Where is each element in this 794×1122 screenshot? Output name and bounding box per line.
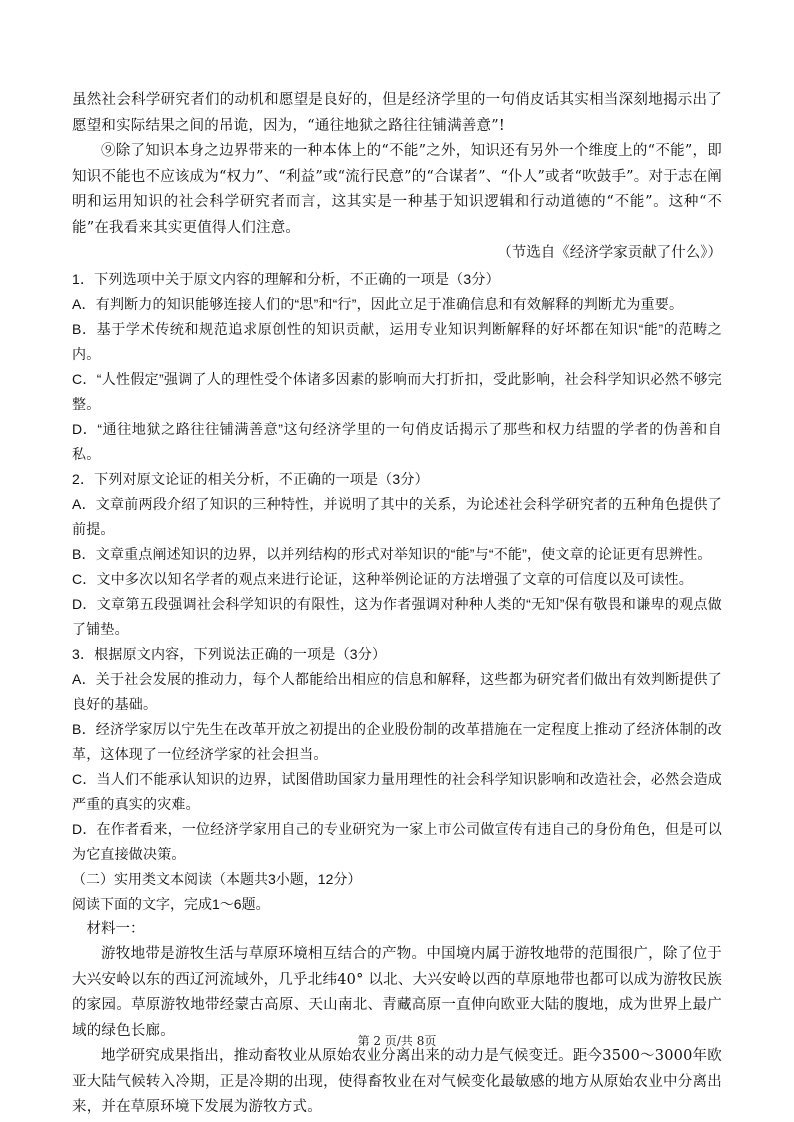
option-b: B．经济学家厉以宁先生在改革开放之初提出的企业股份制的改革措施在一定程度上推动了经济体制的改革，这体现了一位经济学家的社会担当。	[72, 720, 722, 762]
option-b: B．基于学术传统和规范追求原创性的知识贡献，运用专业知识判断解释的好坏都在知识“能”的范畴之内。	[72, 320, 722, 362]
option-c: C．当人们不能承认知识的边界，试图借助国家力量用理性的社会科学知识影响和改造社会，必然会造成严重的真实的灾难。	[72, 770, 722, 812]
option-d: D．文章第五段强调社会科学知识的有限性，这为作者强调对种种人类的“无知”保有敬畏和谦卑的观点做了铺垫。	[72, 595, 722, 637]
question-stem: 2．下列对原文论证的相关分析，不正确的一项是（3分）	[72, 470, 429, 487]
question-stem: 3．根据原文内容，下列说法正确的一项是（3分）	[72, 645, 387, 662]
option-d: D．“通往地狱之路往往铺满善意”这句经济学里的一句俏皮话揭示了那些和权力结盟的学者的伪善和自私。	[72, 420, 722, 462]
option-d: D．在作者看来，一位经济学家用自己的专业研究为一家上市公司做宣传有违自己的身份角色，但是可以为它直接做决策。	[72, 820, 722, 862]
question-2	[72, 467, 722, 642]
article-paragraph-continued: 虽然社会科学研究者们的动机和愿望是良好的，但是经济学里的一句俏皮话其实相当深刻地揭示出了愿望和实际结果之间的吊诡，因为，“通往地狱之路往往铺满善意”!	[72, 92, 722, 134]
question-stem: 1．下列选项中关于原文内容的理解和分析，不正确的一项是（3分）	[72, 270, 500, 287]
option-c: C．“人性假定”强调了人的理性受个体诸多因素的影响而大打折扣，受此影响，社会科学知识必然不够完整。	[72, 370, 722, 412]
section-instruction: 阅读下面的文字，完成1～6题。	[72, 895, 270, 912]
material-label: 材料一：	[86, 920, 145, 937]
question-3	[72, 642, 722, 867]
page-number: 第 2 页/共 8页	[357, 1034, 437, 1048]
option-c: C．文中多次以知名学者的观点来进行论证，这种举例论证的方法增强了文章的可信度以及可读性。	[72, 570, 693, 587]
material-paragraph-1: 游牧地带是游牧生活与草原环境相互结合的产物。中国境内属于游牧地带的范围很广，除了位于大兴安岭以东的西辽河流域外，几乎北纬40° 以北、大兴安岭以西的草原地带也都可以成为游牧民族的家园。草原游牧地带经蒙古高原、天山南北、青藏高原一直伸向欧亚大陆的腹地，成为世界上最广域的绿色长廊。	[72, 946, 722, 1039]
section-heading: （二）实用类文本阅读（本题共3小题，12分）	[72, 870, 362, 887]
option-a: A．关于社会发展的推动力，每个人都能给出相应的信息和解释，这些都为研究者们做出有效判断提供了良好的基础。	[72, 670, 722, 712]
article-source: （节选自《经济学家贡献了什么》）	[497, 245, 722, 261]
material-paragraph-2: 地学研究成果指出，推动畜牧业从原始农业分离出来的动力是气候变迁。距今3500～3000年欧亚大陆气候转入冷期，正是冷期的出现，使得畜牧业在对气候变化最敏感的地方从原始农业中分离出来，并在草原环境下发展为游牧方式。	[72, 1048, 722, 1115]
option-a: A．有判断力的知识能够连接人们的“思”和“行”，因此立足于准确信息和有效解释的判断尤为重要。	[72, 295, 684, 312]
question-1	[72, 267, 722, 467]
option-a: A．文章前两段介绍了知识的三种特性，并说明了其中的关系，为论述社会科学研究者的五种角色提供了前提。	[72, 495, 722, 537]
page-content	[72, 88, 722, 1121]
article-paragraph-9: ⑨除了知识本身之边界带来的一种本体上的“不能”之外，知识还有另外一个维度上的“不能”，即知识不能也不应该成为“权力”、“利益”或“流行民意”的“合谋者”、“仆人”或者“吹鼓手”。对于志在阐明和运用知识的社会科学研究者而言，这其实是一种基于知识逻辑和行动道德的“不能”。这种“不能”在我看来其实更值得人们注意。	[72, 143, 722, 236]
option-b: B．文章重点阐述知识的边界，以并列结构的形式对举知识的“能”与“不能”，使文章的论证更有思辨性。	[72, 545, 712, 562]
